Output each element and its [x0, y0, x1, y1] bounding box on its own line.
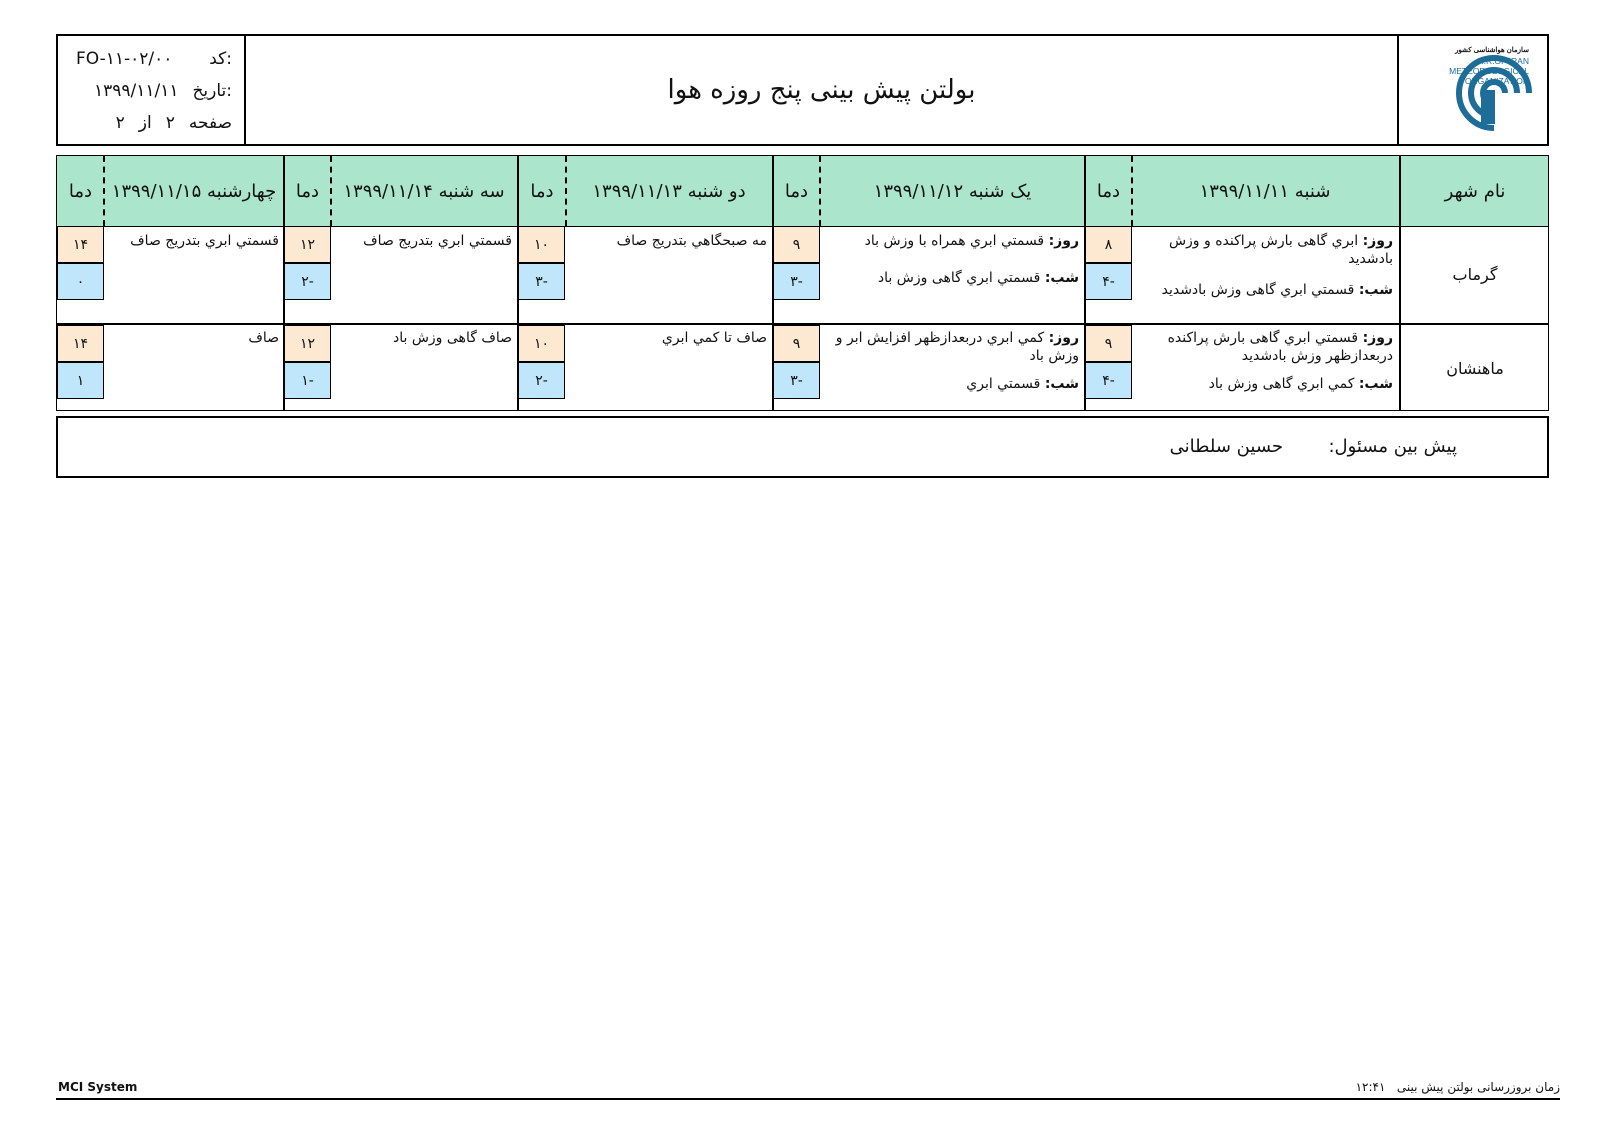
page-label: صفحه [188, 113, 232, 133]
temp-min: -۳ [518, 263, 565, 300]
day-label: روز: [1048, 233, 1079, 249]
date-row [76, 76, 232, 106]
forecast-text: قسمتي ابري بتدريج صاف [130, 233, 279, 249]
day-header-4: چهارشنبه ۱۳۹۹/۱۱/۱۵ [111, 180, 277, 202]
responsible-name: حسین سلطانی [1169, 436, 1283, 457]
temp-max: ۹ [773, 325, 820, 362]
forecast-day-text [823, 232, 1079, 250]
temp-min: -۲ [284, 263, 331, 300]
page-total: ۲ [115, 113, 125, 133]
title-cell [246, 36, 1397, 144]
temp-max: ۱۲ [284, 226, 331, 263]
night-label: شب: [1044, 270, 1079, 286]
temp-header-2: دما [530, 180, 554, 202]
city-cell: گرماب [1452, 265, 1498, 284]
logo-cell [1397, 36, 1547, 144]
forecast-text: مه صبحگاهي بتدريج صاف [616, 233, 767, 249]
night-label: شب: [1044, 376, 1079, 392]
responsible-forecaster-box [56, 416, 1549, 478]
page-number: ۲ [165, 113, 175, 133]
code-row [76, 44, 232, 74]
date-value: ۱۳۹۹/۱۱/۱۱ [94, 81, 179, 101]
dashed-divider [103, 156, 105, 226]
temp-max: ۱۴ [57, 325, 104, 362]
city-cell: ماهنشان [1446, 358, 1504, 378]
day-header-0: شنبه ۱۳۹۹/۱۱/۱۱ [1199, 180, 1331, 202]
organization-logo: سازمان هواشناسی کشور I.R.OF IRAN METEOROLOGICAL ORGANIZATION [1449, 47, 1529, 86]
code-value: FO-۱۱-۰۲/۰۰ [76, 49, 173, 69]
responsible-label: پیش بین مسئول: [1328, 436, 1457, 457]
forecast-night-text [1137, 281, 1393, 299]
forecast-text: صاف گاهی وزش باد [392, 330, 512, 346]
forecast-text: ابري گاهی بارش پراکنده و وزش بادشديد [1168, 233, 1393, 267]
city-column-header: نام شهر [1444, 180, 1506, 202]
temp-min: -۴ [1085, 362, 1132, 399]
page-footer [56, 1078, 1560, 1100]
temp-max: ۹ [773, 226, 820, 263]
forecast-text: صاف تا كمي ابري [661, 330, 767, 346]
forecast-text: كمي ابري دربعدازظهر افزايش ابر و وزش باد [835, 330, 1079, 364]
night-label: شب: [1358, 282, 1393, 298]
temp-max: ۹ [1085, 325, 1132, 362]
day-label: روز: [1048, 330, 1079, 346]
forecast-text: صاف [248, 330, 279, 346]
temp-max: ۱۰ [518, 325, 565, 362]
day-header-1: یک شنبه ۱۳۹۹/۱۱/۱۲ [873, 180, 1032, 202]
forecast-day-text [1137, 232, 1393, 268]
temp-header-0: دما [1096, 180, 1121, 202]
forecast-day-text [823, 329, 1079, 365]
document-meta [58, 36, 246, 144]
page-of: از [138, 113, 152, 133]
temp-min: -۲ [518, 362, 565, 399]
dashed-divider [819, 156, 821, 226]
bulletin-title: بولتن پیش بینی پنج روزه هوا [667, 75, 976, 105]
page-row [76, 108, 232, 138]
forecast-text: قسمتي ابري بتدريج صاف [363, 233, 512, 249]
forecast-day-text [1137, 329, 1393, 365]
forecast-table [56, 155, 1549, 411]
forecast-text: قسمتي ابري همراه با وزش باد [864, 233, 1045, 249]
day-header-2: دو شنبه ۱۳۹۹/۱۱/۱۳ [592, 180, 746, 202]
forecast-night-text [1137, 375, 1393, 393]
night-label: شب: [1358, 376, 1393, 392]
code-label: کد: [209, 49, 232, 69]
update-time: ۱۲:۴۱ [1355, 1080, 1386, 1094]
temp-max: ۱۴ [57, 226, 104, 263]
temp-header-3: دما [295, 180, 320, 202]
temp-max: ۸ [1085, 226, 1132, 263]
forecast-text: كمي ابري گاهی وزش باد [1208, 376, 1355, 392]
dashed-divider [565, 156, 567, 226]
forecast-text: قسمتي ابري گاهی وزش باد [877, 270, 1041, 286]
bulletin-header [56, 34, 1549, 146]
temp-min: ۰ [57, 263, 104, 300]
temp-header-1: دما [784, 180, 809, 202]
forecast-text: قسمتي ابري [966, 376, 1041, 392]
temp-min: -۴ [1085, 263, 1132, 300]
forecast-night-text [823, 269, 1079, 287]
dashed-divider [1131, 156, 1133, 226]
logo-spiral-icon [1451, 50, 1537, 136]
temp-min: -۳ [773, 263, 820, 300]
day-label: روز: [1362, 233, 1393, 249]
system-name: MCI System [58, 1080, 138, 1094]
temp-min: ۱ [57, 362, 104, 399]
temp-header-4: دما [68, 180, 93, 202]
day-label: روز: [1362, 330, 1393, 346]
forecast-text: قسمتي ابري گاهی وزش بادشديد [1161, 282, 1355, 298]
forecast-night-text [823, 375, 1079, 393]
temp-min: -۱ [284, 362, 331, 399]
date-label: تاریخ: [192, 81, 232, 101]
update-label: زمان بروزرسانی بولتن پیش بینی [1396, 1080, 1560, 1094]
temp-max: ۱۰ [518, 226, 565, 263]
update-time-text [1356, 1080, 1560, 1094]
forecast-text: قسمتي ابري گاهی بارش پراکنده دربعدازظهر وزش بادشديد [1167, 330, 1393, 364]
dashed-divider [330, 156, 332, 226]
day-header-3: سه شنبه ۱۳۹۹/۱۱/۱۴ [343, 180, 505, 202]
temp-min: -۳ [773, 362, 820, 399]
temp-max: ۱۲ [284, 325, 331, 362]
